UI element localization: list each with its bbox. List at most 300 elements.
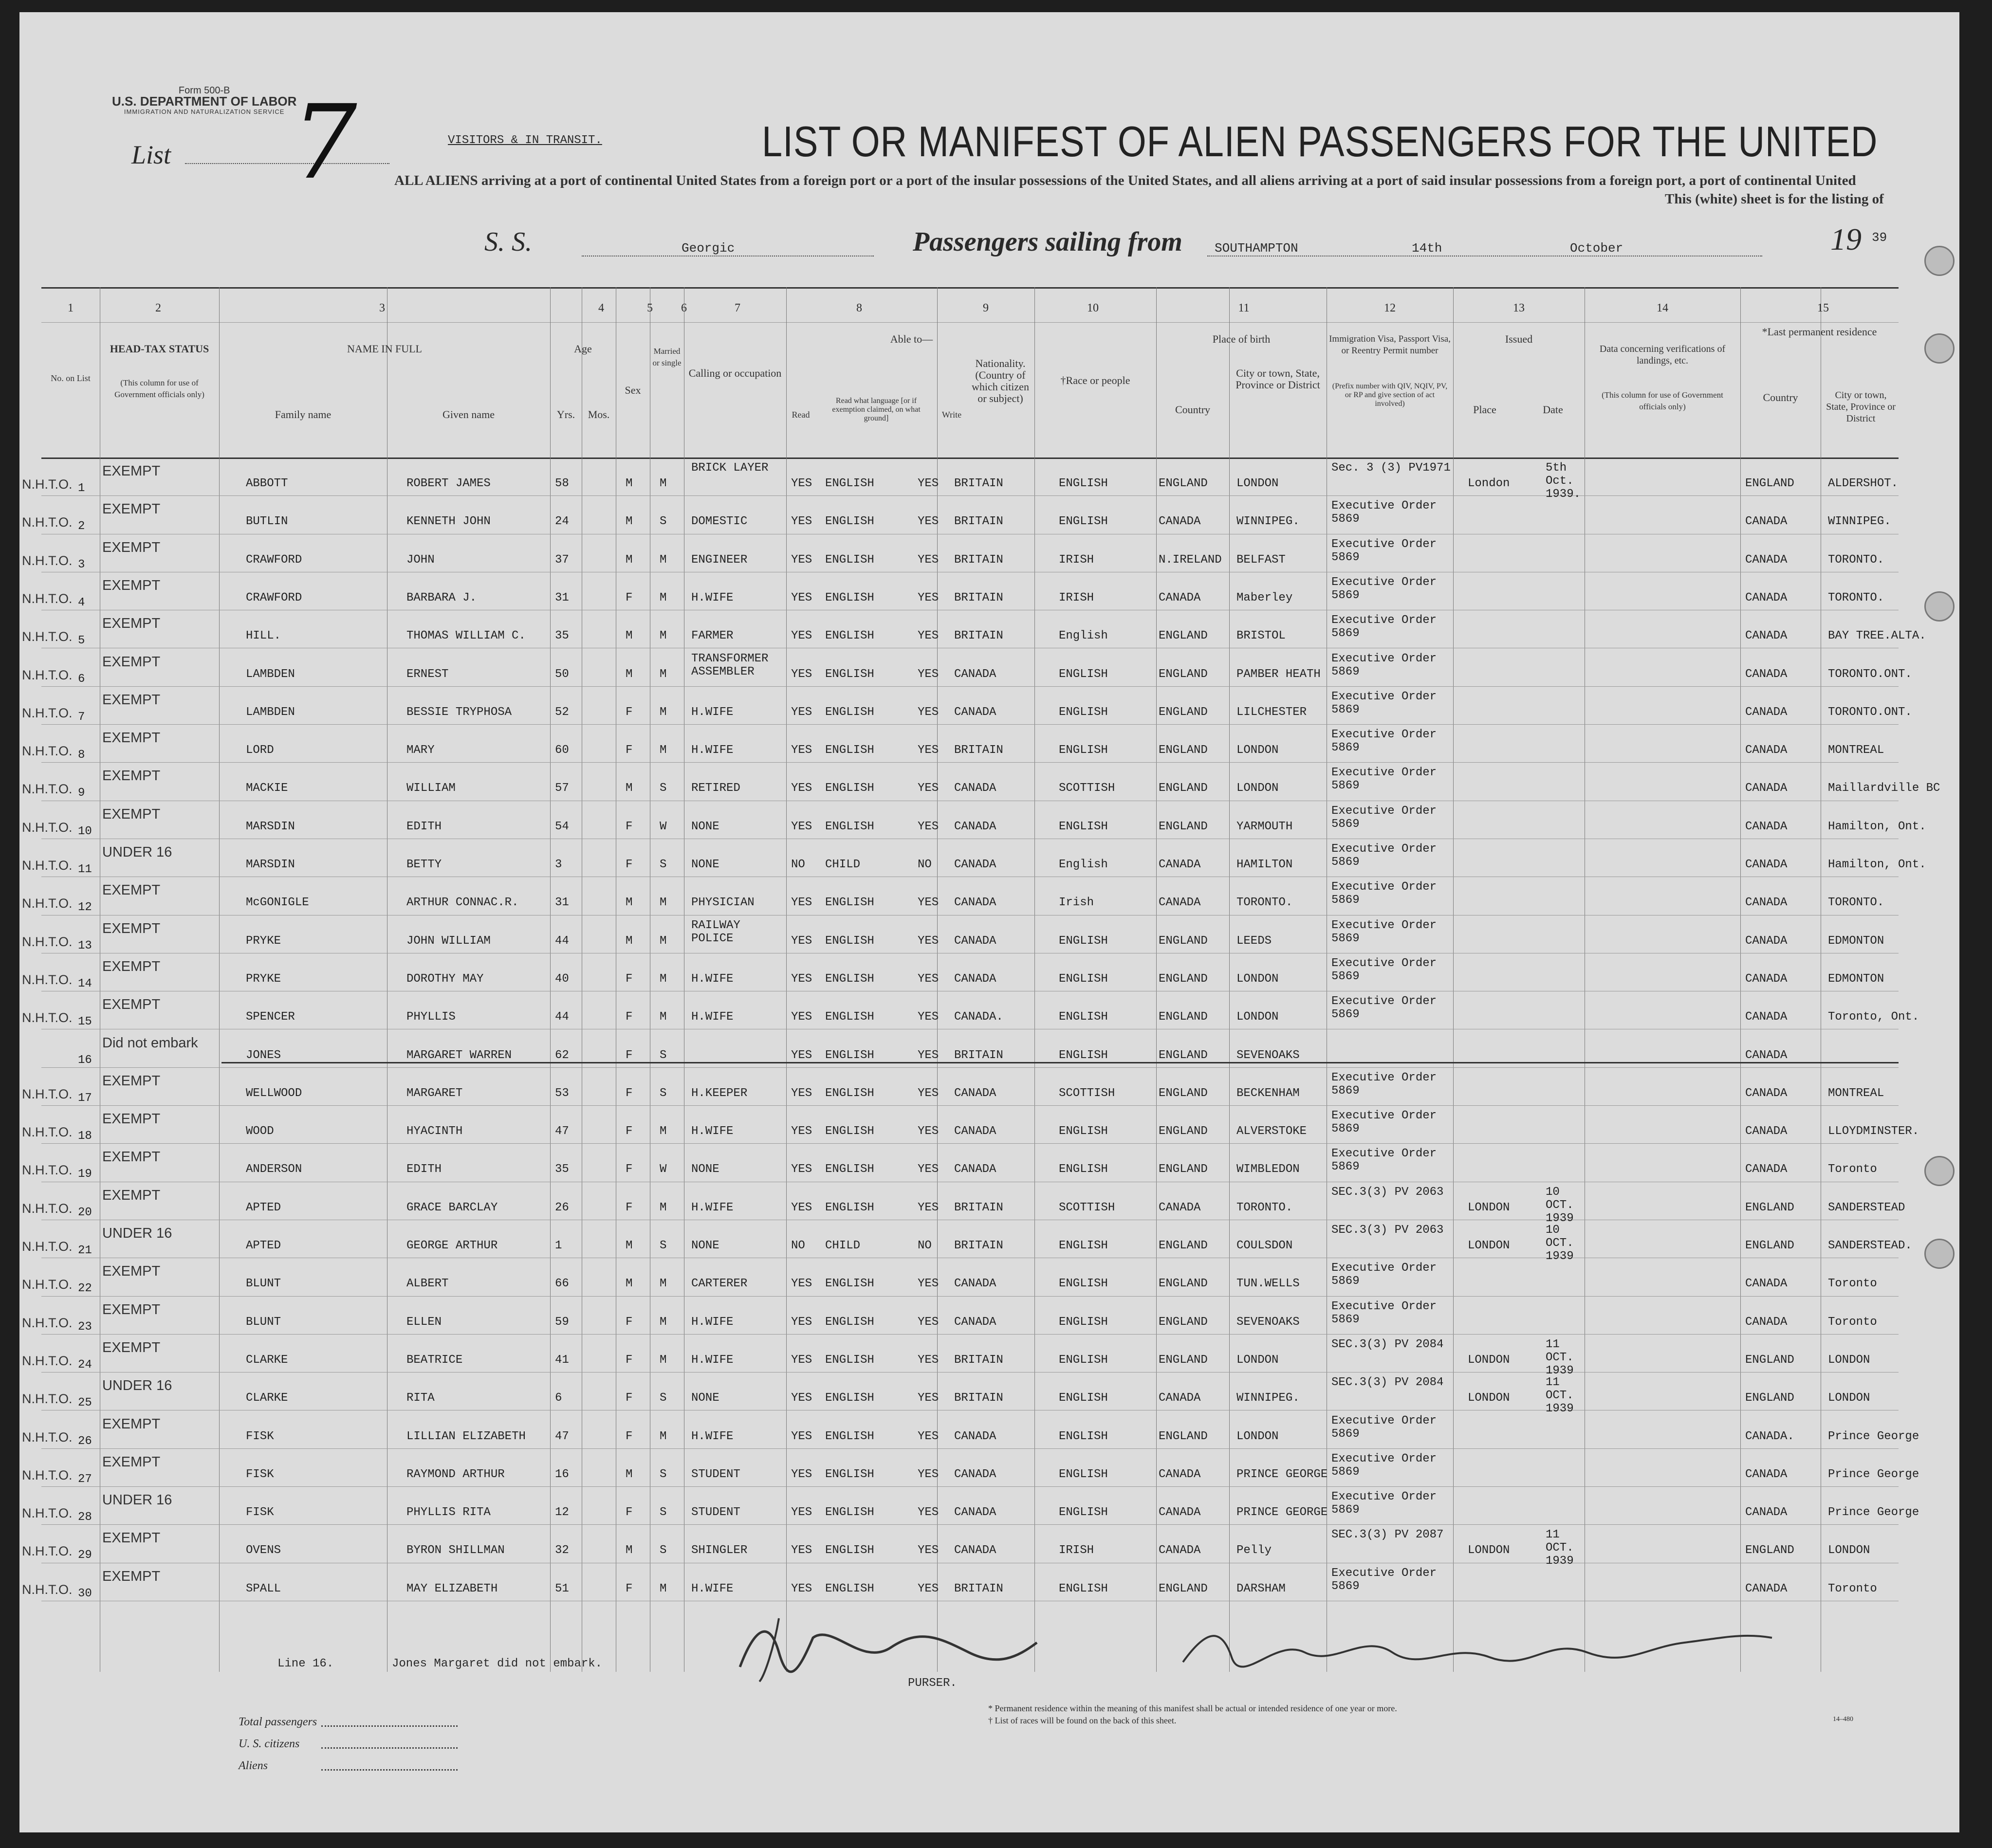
sex: M — [626, 1467, 633, 1481]
row-number: 16 — [78, 1053, 92, 1067]
issued-date: 11 OCT. 1939 — [1546, 1337, 1574, 1377]
sex: M — [626, 515, 633, 529]
age-years: 41 — [555, 1353, 569, 1367]
birth-country: CANADA — [1159, 1467, 1201, 1481]
given-name: EDITH — [406, 820, 442, 833]
sex: F — [626, 1429, 633, 1443]
stamp-status: N.H.T.O. — [22, 1506, 73, 1521]
row-number: 25 — [78, 1396, 92, 1410]
occupation: H.WIFE — [691, 744, 734, 757]
row-number: 27 — [78, 1472, 92, 1486]
nationality: CANADA — [954, 1467, 996, 1481]
given-name: MARGARET — [406, 1086, 463, 1100]
sex: M — [626, 934, 633, 948]
residence-country: CANADA — [1745, 1010, 1788, 1024]
residence-country: CANADA — [1745, 591, 1788, 604]
table-row — [22, 1258, 1899, 1296]
can-read: YES — [791, 1277, 812, 1291]
table-row — [22, 686, 1912, 724]
residence-country: CANADA — [1745, 896, 1788, 910]
colnum-rule — [41, 322, 1899, 323]
occupation: SHINGLER — [691, 1544, 748, 1557]
race: English — [1059, 858, 1108, 871]
marital-status: M — [660, 972, 667, 986]
residence-city: Prince George — [1828, 1429, 1919, 1443]
residence-country: CANADA — [1745, 934, 1788, 948]
birth-city: SEVENOAKS — [1236, 1048, 1300, 1062]
given-name: JOHN WILLIAM — [406, 934, 491, 948]
family-name: CRAWFORD — [246, 591, 302, 604]
nationality: BRITAIN — [954, 1582, 1003, 1595]
family-name: CRAWFORD — [246, 553, 302, 567]
binder-hole — [1924, 1156, 1955, 1186]
occupation: PHYSICIAN — [691, 896, 755, 910]
visa-number: Executive Order 5869 — [1331, 1262, 1437, 1288]
stamp-status: N.H.T.O. — [22, 629, 73, 644]
table-row — [22, 495, 1899, 533]
nationality: CANADA — [954, 1277, 996, 1291]
can-write: YES — [918, 820, 939, 833]
marital-status: M — [660, 744, 667, 757]
hdr-mos: Mos. — [588, 408, 610, 421]
passengers-label: Passengers sailing from — [913, 227, 1182, 257]
race: Irish — [1059, 896, 1094, 910]
marital-status: M — [660, 553, 667, 567]
visa-number: Executive Order 5869 — [1331, 956, 1437, 983]
hdr-res-city: City or town, State, Province or District — [1826, 390, 1896, 424]
stamp-status: N.H.T.O. — [22, 1239, 73, 1254]
inspector-signature — [1178, 1618, 1782, 1677]
age-years: 35 — [555, 629, 569, 643]
age-years: 16 — [555, 1467, 569, 1481]
marital-status: S — [660, 1506, 667, 1519]
line-16-strike — [221, 1062, 1899, 1063]
issued-place: LONDON — [1468, 1239, 1510, 1252]
marital-status: M — [660, 1353, 667, 1367]
can-read: YES — [791, 820, 812, 833]
nationality: CANADA — [954, 1125, 996, 1138]
hdr-race: †Race or people — [1060, 374, 1130, 386]
read-language: ENGLISH — [825, 1086, 874, 1100]
row-number: 9 — [78, 787, 85, 800]
race: English — [1059, 629, 1108, 643]
table-row — [22, 1220, 1912, 1263]
row-number: 15 — [78, 1015, 92, 1029]
residence-city: Toronto — [1828, 1277, 1877, 1291]
visa-number: Executive Order 5869 — [1331, 1147, 1437, 1174]
birth-country: ENGLAND — [1159, 820, 1208, 833]
birth-country: ENGLAND — [1159, 1582, 1208, 1595]
table-top-rule — [41, 287, 1899, 289]
stamp-status: N.H.T.O. — [22, 744, 73, 759]
age-years: 32 — [555, 1544, 569, 1557]
race: SCOTTISH — [1059, 1201, 1115, 1214]
age-years: 3 — [555, 858, 562, 871]
read-language: ENGLISH — [825, 1506, 874, 1519]
table-row — [22, 1067, 1899, 1105]
table-row — [22, 991, 1919, 1029]
can-read: YES — [791, 477, 812, 490]
can-write: YES — [918, 1544, 939, 1557]
form-header — [112, 85, 296, 117]
col-7: 7 — [735, 302, 740, 314]
race: SCOTTISH — [1059, 782, 1115, 795]
age-years: 66 — [555, 1277, 569, 1291]
stamp-status: N.H.T.O. — [22, 1315, 73, 1330]
visa-number: Executive Order 5869 — [1331, 842, 1437, 869]
birth-country: CANADA — [1159, 1506, 1201, 1519]
nationality: CANADA — [954, 1544, 996, 1557]
given-name: DOROTHY MAY — [406, 972, 484, 986]
age-years: 51 — [555, 1582, 569, 1595]
aliens-line — [321, 1769, 458, 1771]
birth-country: ENGLAND — [1159, 629, 1208, 643]
read-language: ENGLISH — [825, 1544, 874, 1557]
nationality: CANADA — [954, 1315, 996, 1329]
occupation: H.KEEPER — [691, 1086, 748, 1100]
row-number: 2 — [78, 520, 85, 533]
family-name: PRYKE — [246, 972, 281, 986]
age-years: 31 — [555, 591, 569, 604]
residence-country: CANADA — [1745, 858, 1788, 871]
residence-country: CANADA — [1745, 782, 1788, 795]
occupation: CARTERER — [691, 1277, 748, 1291]
birth-country: CANADA — [1159, 1544, 1201, 1557]
marital-status: M — [660, 1315, 667, 1329]
family-name: CLARKE — [246, 1391, 288, 1405]
hdr-issued: Issued — [1505, 333, 1533, 345]
birth-city: TUN.WELLS — [1236, 1277, 1300, 1291]
nationality: CANADA — [954, 1163, 996, 1176]
residence-city: LLOYDMINSTER. — [1828, 1125, 1919, 1138]
hdr-last-residence: *Last permanent residence — [1762, 326, 1877, 338]
race: ENGLISH — [1059, 1391, 1108, 1405]
hdr-visa: Immigration Visa, Passport Visa, or Reentry Permit number — [1329, 334, 1451, 356]
head-tax-stamp: EXEMPT — [102, 1454, 161, 1470]
issued-place: LONDON — [1468, 1391, 1510, 1405]
can-write: YES — [918, 1429, 939, 1443]
residence-city: MONTREAL — [1828, 1086, 1884, 1100]
sex: F — [626, 1125, 633, 1138]
head-tax-stamp: EXEMPT — [102, 1530, 161, 1546]
sex: F — [626, 972, 633, 986]
table-row — [22, 877, 1899, 915]
residence-city: Toronto — [1828, 1315, 1877, 1329]
family-name: JONES — [246, 1048, 281, 1062]
occupation: TRANSFORMER ASSEMBLER — [691, 652, 769, 678]
visa-number: Executive Order 5869 — [1331, 652, 1437, 678]
occupation: H.WIFE — [691, 972, 734, 986]
residence-city: Prince George — [1828, 1467, 1919, 1481]
stamp-status: N.H.T.O. — [22, 820, 73, 835]
sex: F — [626, 1010, 633, 1024]
footer-line16-note: Jones Margaret did not embark. — [392, 1657, 603, 1670]
form-code: 14–480 — [1833, 1716, 1853, 1723]
race: ENGLISH — [1059, 820, 1108, 833]
occupation: NONE — [691, 858, 719, 871]
birth-city: TORONTO. — [1236, 1201, 1293, 1214]
head-tax-stamp: EXEMPT — [102, 768, 161, 784]
age-years: 26 — [555, 1201, 569, 1214]
nationality: CANADA — [954, 1086, 996, 1100]
occupation: NONE — [691, 1391, 719, 1405]
hdr-name-in-full: NAME IN FULL — [347, 343, 422, 355]
total-passengers-label: Total passengers — [239, 1716, 317, 1728]
read-language: ENGLISH — [825, 1391, 874, 1405]
residence-city: TORONTO. — [1828, 591, 1884, 604]
col-4: 4 — [598, 302, 604, 314]
col-15: 15 — [1817, 302, 1829, 314]
nationality: BRITAIN — [954, 1353, 1003, 1367]
can-write: YES — [918, 705, 939, 719]
residence-city: Prince George — [1828, 1506, 1919, 1519]
nationality: CANADA — [954, 705, 996, 719]
birth-country: CANADA — [1159, 591, 1201, 604]
marital-status: S — [660, 1544, 667, 1557]
birth-city: WIMBLEDON — [1236, 1163, 1300, 1176]
stamp-status: N.H.T.O. — [22, 705, 73, 720]
residence-country: CANADA — [1745, 1582, 1788, 1595]
hdr-place: Place — [1473, 403, 1496, 416]
sex: M — [626, 1239, 633, 1252]
residence-city: Toronto, Ont. — [1828, 1010, 1919, 1024]
nationality: BRITAIN — [954, 629, 1003, 643]
head-tax-stamp: EXEMPT — [102, 501, 161, 517]
birth-city: LONDON — [1236, 744, 1279, 757]
can-write: YES — [918, 1086, 939, 1100]
residence-city: Hamilton, Ont. — [1828, 858, 1926, 871]
age-years: 52 — [555, 705, 569, 719]
manifest-subtitle: ALL ALIENS arriving at a port of continental United States from a foreign port or a port of the insular possessions of the United States, and all aliens arriving at a port of said insular possessions from a foreign port, a port of continental United — [394, 173, 1856, 188]
can-read: YES — [791, 1353, 812, 1367]
issued-place: LONDON — [1468, 1201, 1510, 1214]
can-write: YES — [918, 591, 939, 604]
family-name: HILL. — [246, 629, 281, 643]
marital-status: S — [660, 1239, 667, 1252]
head-tax-stamp: EXEMPT — [102, 692, 161, 708]
head-tax-stamp: EXEMPT — [102, 806, 161, 822]
hdr-read: Read — [792, 410, 810, 420]
marital-status: M — [660, 705, 667, 719]
given-name: HYACINTH — [406, 1125, 463, 1138]
residence-country: CANADA — [1745, 629, 1788, 643]
given-name: THOMAS WILLIAM C. — [406, 629, 526, 643]
sex: M — [626, 667, 633, 681]
read-language: CHILD — [825, 858, 861, 871]
purser-label: PURSER. — [908, 1677, 957, 1690]
year-prefix: 19 — [1830, 222, 1862, 256]
issued-place: London — [1468, 477, 1510, 490]
age-years: 57 — [555, 782, 569, 795]
sex: F — [626, 591, 633, 604]
hdr-sex: Sex — [625, 384, 641, 396]
can-write: NO — [918, 1239, 932, 1252]
marital-status: W — [660, 820, 667, 833]
age-years: 24 — [555, 515, 569, 529]
family-name: CLARKE — [246, 1353, 288, 1367]
hdr-able-to: Able to— — [890, 333, 933, 345]
nationality: CANADA. — [954, 1010, 1003, 1024]
head-tax-stamp: EXEMPT — [102, 1568, 161, 1584]
can-read: YES — [791, 896, 812, 910]
manifest-title: LIST OR MANIFEST OF ALIEN PASSENGERS FOR THE UNITED — [762, 117, 1878, 165]
manifest-table — [22, 287, 1940, 1672]
hdr-yrs: Yrs. — [556, 408, 575, 421]
hdr-res-country: Country — [1763, 391, 1798, 403]
read-language: ENGLISH — [825, 553, 874, 567]
nationality: CANADA — [954, 858, 996, 871]
can-read: YES — [791, 1163, 812, 1176]
stamp-status: N.H.T.O. — [22, 1391, 73, 1407]
head-tax-stamp: EXEMPT — [102, 958, 161, 974]
birth-city: SEVENOAKS — [1236, 1315, 1300, 1329]
age-years: 53 — [555, 1086, 569, 1100]
birth-city: LONDON — [1236, 1010, 1279, 1024]
sex: F — [626, 1506, 633, 1519]
nationality: BRITAIN — [954, 1239, 1003, 1252]
marital-status: M — [660, 1429, 667, 1443]
family-name: FISK — [246, 1429, 274, 1443]
visa-number: Executive Order 5869 — [1331, 1071, 1437, 1098]
visa-number: Executive Order 5869 — [1331, 499, 1437, 526]
family-name: BUTLIN — [246, 515, 288, 529]
read-language: ENGLISH — [825, 477, 874, 490]
age-years: 62 — [555, 1048, 569, 1062]
birth-city: YARMOUTH — [1236, 820, 1293, 833]
can-write: YES — [918, 629, 939, 643]
birth-country: ENGLAND — [1159, 1353, 1208, 1367]
visa-number: Executive Order 5869 — [1331, 1109, 1437, 1136]
can-read: YES — [791, 1086, 812, 1100]
read-language: ENGLISH — [825, 1582, 874, 1595]
hdr-country: Country — [1175, 403, 1211, 416]
birth-city: PRINCE GEORGE — [1236, 1506, 1328, 1519]
race: ENGLISH — [1059, 1010, 1108, 1024]
residence-city: SANDERSTEAD — [1828, 1201, 1905, 1214]
nationality: CANADA — [954, 1429, 996, 1443]
can-write: YES — [918, 515, 939, 529]
sex: M — [626, 1277, 633, 1291]
nationality: BRITAIN — [954, 1201, 1003, 1214]
read-language: ENGLISH — [825, 1467, 874, 1481]
birth-city: PRINCE GEORGE — [1236, 1467, 1328, 1481]
hdr-family-name: Family name — [275, 408, 332, 421]
race: ENGLISH — [1059, 1163, 1108, 1176]
visa-number: Executive Order 5869 — [1331, 880, 1437, 907]
residence-country: ENGLAND — [1745, 1391, 1794, 1405]
aliens-label: Aliens — [239, 1759, 268, 1772]
read-language: ENGLISH — [825, 515, 874, 529]
nationality: BRITAIN — [954, 553, 1003, 567]
table-row — [22, 724, 1899, 762]
residence-city: Maillardville BC — [1828, 782, 1940, 795]
can-write: YES — [918, 1315, 939, 1329]
row-number: 17 — [78, 1091, 92, 1105]
marital-status: S — [660, 1467, 667, 1481]
can-read: YES — [791, 705, 812, 719]
residence-city: LONDON — [1828, 1544, 1870, 1557]
race: ENGLISH — [1059, 705, 1108, 719]
sex: F — [626, 858, 633, 871]
table-row — [22, 648, 1912, 686]
residence-city: MONTREAL — [1828, 744, 1884, 757]
nationality: CANADA — [954, 934, 996, 948]
marital-status: M — [660, 477, 667, 490]
nationality: CANADA — [954, 667, 996, 681]
col-6: 6 — [681, 302, 687, 314]
can-read: YES — [791, 553, 812, 567]
can-write: YES — [918, 1163, 939, 1176]
given-name: ERNEST — [406, 667, 449, 681]
can-read: YES — [791, 1010, 812, 1024]
table-row — [22, 534, 1899, 572]
col-9: 9 — [983, 302, 989, 314]
can-read: YES — [791, 1544, 812, 1557]
race: SCOTTISH — [1059, 1086, 1115, 1100]
stamp-status: N.H.T.O. — [22, 858, 73, 873]
can-write: YES — [918, 1048, 939, 1062]
sex: M — [626, 629, 633, 643]
read-language: ENGLISH — [825, 1048, 874, 1062]
given-name: JOHN — [406, 553, 435, 567]
birth-city: BRISTOL — [1236, 629, 1286, 643]
stamp-status: N.H.T.O. — [22, 1277, 73, 1292]
can-write: YES — [918, 1391, 939, 1405]
marital-status: S — [660, 1048, 667, 1062]
visa-number: Executive Order 5869 — [1331, 690, 1437, 716]
read-language: ENGLISH — [825, 1315, 874, 1329]
col-5: 5 — [647, 302, 653, 314]
can-read: YES — [791, 1201, 812, 1214]
residence-city: SANDERSTEAD. — [1828, 1239, 1912, 1252]
residence-country: CANADA — [1745, 515, 1788, 529]
given-name: BEATRICE — [406, 1353, 463, 1367]
visa-number: Executive Order 5869 — [1331, 1452, 1437, 1479]
residence-country: CANADA — [1745, 1506, 1788, 1519]
residence-city: TORONTO.ONT. — [1828, 705, 1912, 719]
residence-country: CANADA — [1745, 667, 1788, 681]
read-language: ENGLISH — [825, 1277, 874, 1291]
can-write: NO — [918, 858, 932, 871]
visa-number: Executive Order 5869 — [1331, 1299, 1437, 1326]
stamp-status: N.H.T.O. — [22, 1353, 73, 1368]
birth-city: LILCHESTER — [1236, 705, 1307, 719]
stamp-status: N.H.T.O. — [22, 1125, 73, 1140]
read-language: ENGLISH — [825, 1353, 874, 1367]
departure-day: 14th — [1412, 241, 1442, 256]
sex: F — [626, 1086, 633, 1100]
marital-status: M — [660, 934, 667, 948]
occupation: H.WIFE — [691, 591, 734, 604]
can-read: YES — [791, 515, 812, 529]
residence-city: TORONTO.ONT. — [1828, 667, 1912, 681]
given-name: WILLIAM — [406, 782, 456, 795]
row-number: 13 — [78, 939, 92, 952]
row-number: 30 — [78, 1587, 92, 1600]
can-write: YES — [918, 934, 939, 948]
can-read: YES — [791, 744, 812, 757]
head-tax-stamp: EXEMPT — [102, 463, 161, 479]
family-name: McGONIGLE — [246, 896, 309, 910]
given-name: LILLIAN ELIZABETH — [406, 1429, 526, 1443]
head-tax-stamp: EXEMPT — [102, 997, 161, 1013]
race: ENGLISH — [1059, 1315, 1108, 1329]
stamp-status: N.H.T.O. — [22, 1429, 73, 1445]
table-row — [22, 572, 1899, 610]
can-write: YES — [918, 782, 939, 795]
occupation: H.WIFE — [691, 705, 734, 719]
occupation: H.WIFE — [691, 1353, 734, 1367]
